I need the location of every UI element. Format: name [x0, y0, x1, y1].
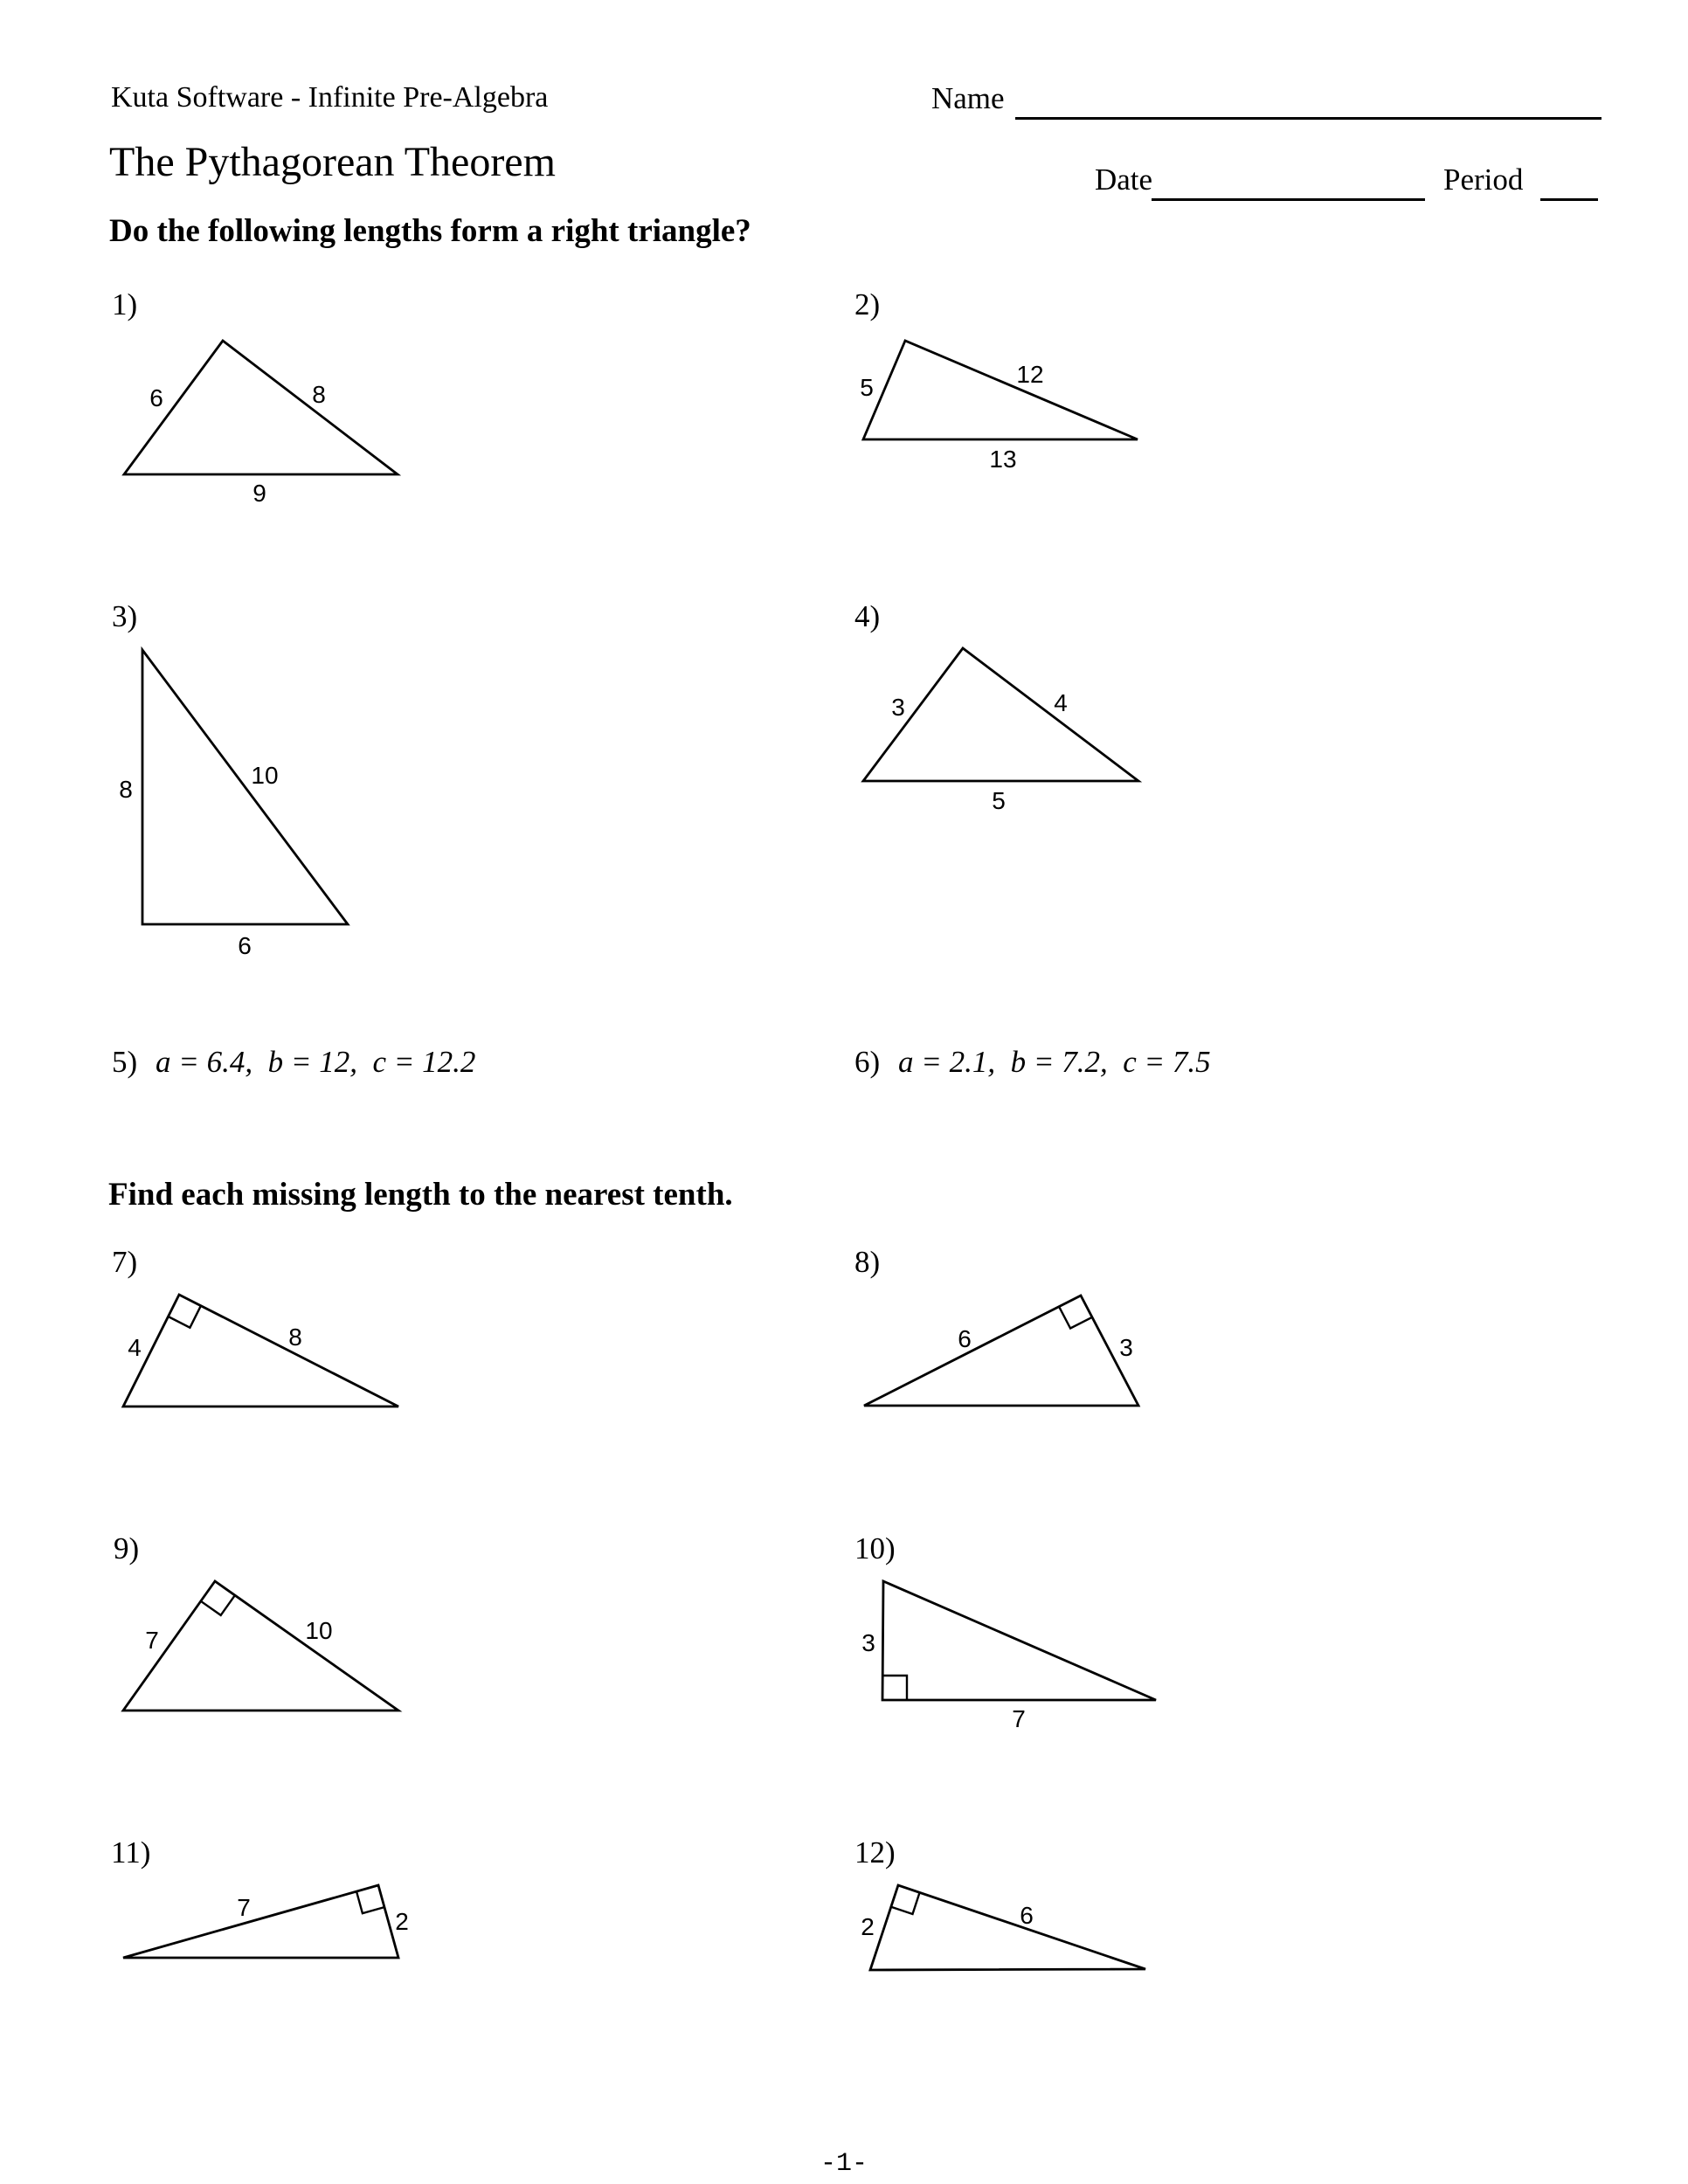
section-heading-missing-length: Find each missing length to the nearest tenth.	[108, 1177, 733, 1213]
side-length-label: 2	[395, 1907, 409, 1935]
side-length-label: 2	[861, 1912, 875, 1940]
figure-problem-4	[863, 648, 1138, 814]
figure-problem-12	[861, 1885, 1145, 1970]
problem-number-2: 2)	[854, 287, 881, 321]
triangle-outline	[882, 1581, 1156, 1700]
side-length-label: 12	[1016, 360, 1044, 388]
triangle-outline	[863, 341, 1138, 439]
side-length-label: 4	[1054, 688, 1068, 716]
problem-number-11: 11)	[111, 1835, 151, 1870]
side-length-label: 5	[992, 786, 1006, 814]
problem-number-5: 5)	[112, 1045, 138, 1079]
figure-problem-9	[123, 1581, 398, 1711]
side-length-label: 3	[891, 693, 905, 721]
side-length-label: 13	[989, 445, 1017, 473]
triangle-outline	[124, 341, 398, 474]
figure-problem-10	[861, 1581, 1156, 1732]
problem-number-1: 1)	[112, 287, 138, 321]
right-angle-marker	[882, 1676, 907, 1700]
side-length-label: 10	[251, 761, 279, 789]
side-length-label: 7	[237, 1893, 251, 1921]
section-heading-right-triangle: Do the following lengths form a right triangle?	[109, 213, 751, 249]
side-length-label: 8	[288, 1323, 302, 1351]
side-length-label: 10	[305, 1616, 333, 1644]
problem-number-7: 7)	[112, 1245, 138, 1279]
triangle-outline	[142, 650, 348, 924]
problem-number-4: 4)	[854, 599, 881, 633]
problem-number-10: 10)	[854, 1531, 896, 1565]
figure-problem-1	[124, 341, 398, 507]
problem-number-8: 8)	[854, 1245, 881, 1279]
problem-number-3: 3)	[112, 599, 138, 633]
side-length-label: 6	[1020, 1901, 1034, 1929]
triangle-outline	[864, 1296, 1138, 1406]
side-length-label: 9	[253, 479, 266, 507]
side-length-label: 7	[145, 1626, 159, 1654]
side-length-label: 8	[312, 380, 326, 408]
course-name: Kuta Software - Infinite Pre-Algebra	[111, 81, 549, 114]
side-length-label: 4	[128, 1333, 142, 1361]
figure-problem-3	[119, 650, 348, 959]
side-length-label: 3	[1119, 1333, 1133, 1361]
problem-number-9: 9)	[114, 1531, 140, 1565]
problem-number-6: 6)	[854, 1045, 881, 1079]
figure-problem-7	[123, 1295, 398, 1406]
side-length-label: 6	[958, 1324, 972, 1352]
name-label: Name	[931, 81, 1005, 115]
figure-problem-11	[123, 1885, 409, 1958]
side-length-label: 5	[860, 373, 874, 401]
period-label: Period	[1443, 162, 1524, 197]
figure-problem-8	[864, 1296, 1138, 1406]
side-length-label: 7	[1012, 1704, 1026, 1732]
side-length-label: 8	[119, 775, 133, 803]
triangle-outline	[123, 1295, 398, 1406]
figure-problem-2	[860, 341, 1138, 473]
worksheet-title: The Pythagorean Theorem	[109, 139, 556, 185]
side-length-label: 6	[149, 384, 163, 411]
problem-5-statement: a = 6.4, b = 12, c = 12.2	[156, 1045, 476, 1079]
triangle-outline	[123, 1581, 398, 1711]
page-number: -1-	[820, 2149, 868, 2179]
right-angle-marker	[201, 1595, 235, 1615]
date-label: Date	[1095, 162, 1153, 197]
problem-number-12: 12)	[854, 1835, 896, 1870]
triangle-outline	[870, 1885, 1145, 1970]
problem-6-statement: a = 2.1, b = 7.2, c = 7.5	[898, 1045, 1211, 1079]
side-length-label: 6	[238, 931, 252, 959]
side-length-label: 3	[861, 1628, 875, 1656]
